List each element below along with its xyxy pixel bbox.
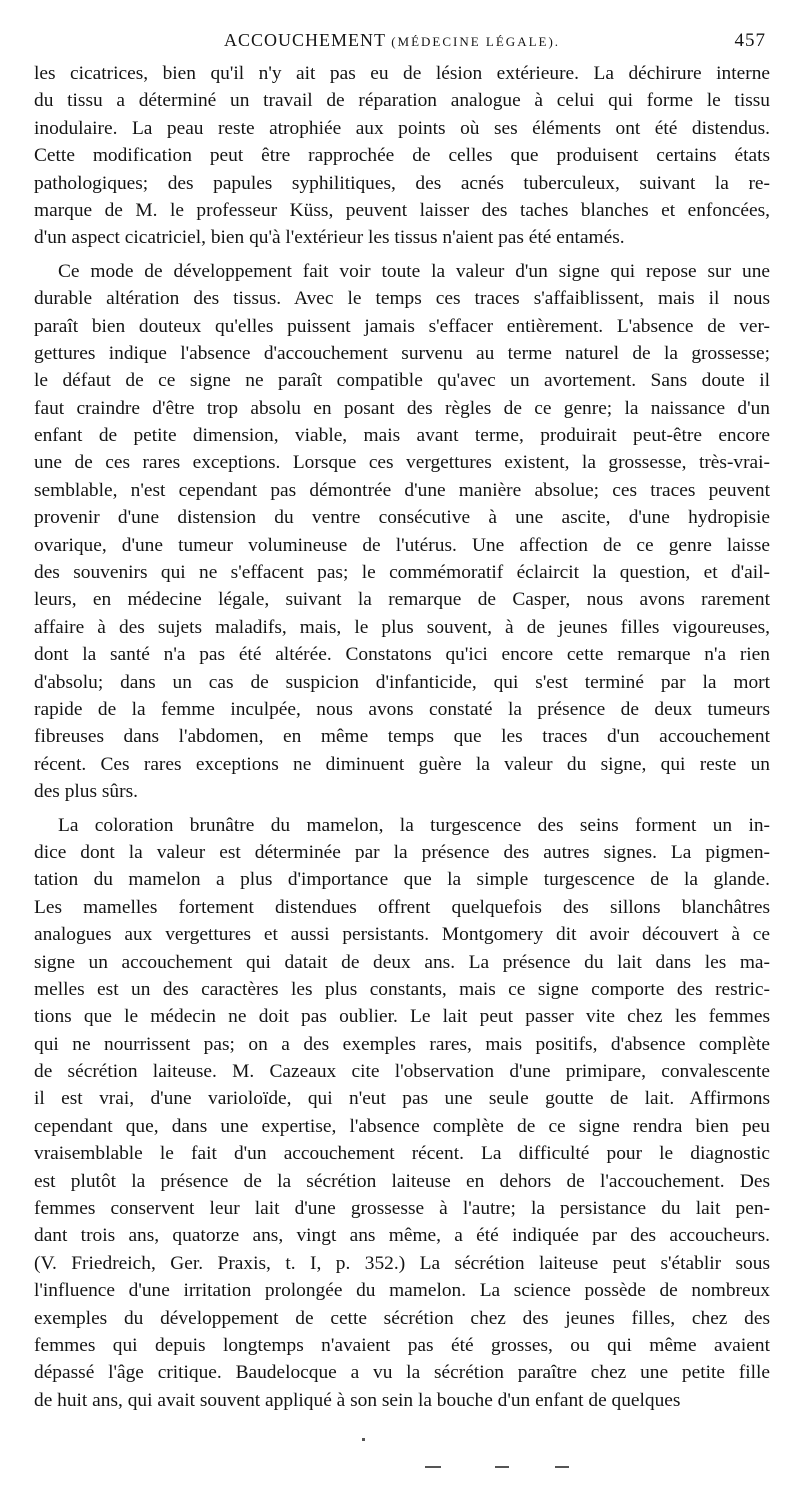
book-page xyxy=(34,30,770,1414)
paragraph xyxy=(34,812,770,1415)
text-line: cependant que, dans une expertise, l'absence complète de ce signe rendra bien peu xyxy=(34,1115,770,1137)
text-line: durable altération des tissus. Avec le temps ces traces s'affaiblissent, mais il nous xyxy=(34,288,770,310)
paragraph xyxy=(34,258,770,806)
text-line: Les mamelles fortement distendues offrent quelquefois des sillons blanchâtres xyxy=(34,896,770,918)
text-line: affaire à des sujets maladifs, mais, le plus souvent, à de jeunes filles vigoureuses, xyxy=(34,616,770,638)
text-line: semblable, n'est cependant pas démontrée d'une manière absolue; ces traces peuvent xyxy=(34,479,770,501)
text-line: exemples du développement de cette sécrétion chez des jeunes filles, chez des xyxy=(34,1307,770,1329)
paragraph xyxy=(34,60,770,252)
body-text xyxy=(34,60,770,1414)
text-line: leurs, en médecine légale, suivant la remarque de Casper, nous avons rarement xyxy=(34,589,770,611)
text-line: femmes conservent leur lait d'une grossesse à l'autre; la persistance du lait pen- xyxy=(34,1198,770,1220)
text-line: inodulaire. La peau reste atrophiée aux points où ses éléments ont été distendus. xyxy=(34,117,770,139)
text-line: provenir d'une distension du ventre consécutive à une ascite, d'une hydropisie xyxy=(34,507,770,529)
text-line: du tissu a déterminé un travail de réparation analogue à celui qui forme le tissu xyxy=(34,90,770,112)
text-line: fibreuses dans l'abdomen, en même temps que les traces d'un accouchement xyxy=(34,726,770,748)
text-line: enfant de petite dimension, viable, mais avant terme, produirait peut-être encore xyxy=(34,425,770,447)
text-line: femmes qui depuis longtemps n'avaient pas été grosses, ou qui même avaient xyxy=(34,1334,770,1356)
text-line: dépassé l'âge critique. Baudelocque a vu la sécrétion paraître chez une petite fille xyxy=(34,1362,770,1384)
text-line: l'influence d'une irritation prolongée du mamelon. La science possède de nombreux xyxy=(34,1280,770,1302)
text-line: pathologiques; des papules syphilitiques, des acnés tuberculeux, suivant la re- xyxy=(34,172,770,194)
text-line: signe un accouchement qui datait de deux ans. La présence du lait dans les ma- xyxy=(34,951,770,973)
text-line: ovarique, d'une tumeur volumineuse de l'utérus. Une affection de ce genre laisse xyxy=(34,534,770,556)
text-line: La coloration brunâtre du mamelon, la turgescence des seins forment un in- xyxy=(58,814,770,836)
text-line: dant trois ans, quatorze ans, vingt ans même, a été indiquée par des accoucheurs. xyxy=(34,1225,770,1247)
text-line: une de ces rares exceptions. Lorsque ces vergettures existent, la grossesse, très-vrai- xyxy=(34,452,770,474)
text-line: tation du mamelon a plus d'importance que la simple turgescence de la glande. xyxy=(34,869,770,891)
text-line: il est vrai, d'une varioloïde, qui n'eut pas une seule goutte de lait. Affirmons xyxy=(34,1088,770,1110)
text-line: tions que le médecin ne doit pas oublier. Le lait peut passer vite chez les femmes xyxy=(34,1006,770,1028)
text-line: dont la santé n'a pas été altérée. Constatons qu'ici encore cette remarque n'a rien xyxy=(34,644,770,666)
text-line: récent. Ces rares exceptions ne diminuent guère la valeur du signe, qui reste un xyxy=(34,753,770,775)
text-line: dice dont la valeur est déterminée par la présence des autres signes. La pigmen- xyxy=(34,841,770,863)
text-line: de huit ans, qui avait souvent appliqué à son sein la bouche d'un enfant de quelques xyxy=(34,1389,681,1411)
text-line: rapide de la femme inculpée, nous avons constaté la présence de deux tumeurs xyxy=(34,698,770,720)
text-line: d'absolu; dans un cas de suspicion d'infanticide, qui s'est terminé par la mort xyxy=(34,671,770,693)
text-line: Ce mode de développement fait voir toute la valeur d'un signe qui repose sur une xyxy=(58,260,770,282)
scan-marks xyxy=(0,1438,800,1478)
text-line: (V. Friedreich, Ger. Praxis, t. I, p. 352.) La sécrétion laiteuse peut s'établir sous xyxy=(34,1252,770,1274)
text-line: melles est un des caractères les plus constants, mais ce signe comporte des restric- xyxy=(34,978,770,1000)
page-number: 457 xyxy=(734,30,766,51)
text-line: qui ne nourrissent pas; on a des exemples rares, mais positifs, d'absence complète xyxy=(34,1033,770,1055)
running-title xyxy=(224,30,560,51)
text-line: Cette modification peut être rapprochée de celles que produisent certains états xyxy=(34,145,770,167)
running-title-main: ACCOUCHEMENT xyxy=(224,30,386,50)
running-header xyxy=(34,30,770,60)
text-line: d'un aspect cicatriciel, bien qu'à l'extérieur les tissus n'aient pas été entamés. xyxy=(34,227,625,249)
text-line: faut craindre d'être trop absolu en posant des règles de ce genre; la naissance d'un xyxy=(34,397,770,419)
text-line: est plutôt la présence de la sécrétion laiteuse en dehors de l'accouchement. Des xyxy=(34,1170,770,1192)
text-line: marque de M. le professeur Küss, peuvent laisser des taches blanches et enfoncées, xyxy=(34,199,770,221)
text-line: analogues aux vergettures et aussi persistants. Montgomery dit avoir découvert à ce xyxy=(34,924,770,946)
text-line: vraisemblable le fait d'un accouchement récent. La difficulté pour le diagnostic xyxy=(34,1143,770,1165)
text-line: les cicatrices, bien qu'il n'y ait pas eu de lésion extérieure. La déchirure interne xyxy=(34,63,770,84)
text-line: gettures indique l'absence d'accouchement survenu au terme naturel de la grossesse; xyxy=(34,342,770,364)
text-line: des souvenirs qui ne s'effacent pas; le commémoratif éclaircit la question, et d'ail- xyxy=(34,562,770,584)
text-line: des plus sûrs. xyxy=(34,781,138,803)
text-line: de sécrétion laiteuse. M. Cazeaux cite l'observation d'une primipare, convalescente xyxy=(34,1061,770,1083)
running-title-subtitle: (MÉDECINE LÉGALE). xyxy=(391,34,561,49)
text-line: le défaut de ce signe ne paraît compatible qu'avec un avortement. Sans doute il xyxy=(34,370,770,392)
text-line: paraît bien douteux qu'elles puissent jamais s'effacer entièrement. L'absence de ver- xyxy=(34,315,770,337)
